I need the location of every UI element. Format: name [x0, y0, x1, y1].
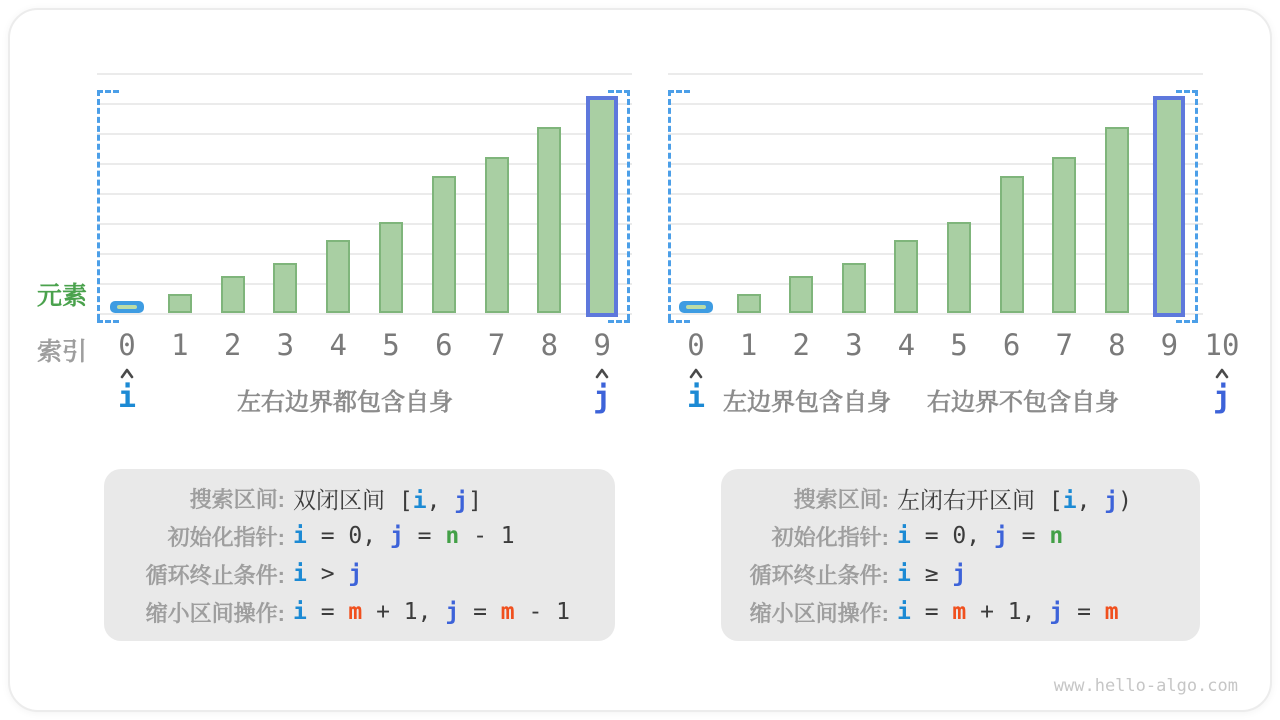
- index-label: 10: [1204, 328, 1240, 362]
- closed-interval-legend-box: [104, 469, 615, 641]
- bar: [168, 294, 192, 313]
- variable-m: m: [348, 599, 363, 625]
- bar: [379, 222, 403, 313]
- variable-m: m: [500, 599, 515, 625]
- bar: [1052, 157, 1076, 313]
- expression-text: ,: [1076, 487, 1105, 514]
- gridline: [97, 313, 632, 315]
- range-corner-segment: [1176, 320, 1198, 323]
- range-left-edge: [97, 90, 100, 320]
- bar: [737, 294, 761, 313]
- gridline: [97, 73, 632, 75]
- legend-row: [104, 479, 615, 517]
- range-corner-segment: [608, 320, 630, 323]
- expression-text: ,: [426, 487, 455, 514]
- bar: [273, 263, 297, 313]
- legend-row: [104, 517, 615, 555]
- expression-text: =: [910, 599, 953, 625]
- bar: [326, 240, 350, 313]
- index-label: 3: [276, 328, 295, 362]
- bar: [485, 157, 509, 313]
- range-right-edge: [1195, 90, 1198, 320]
- variable-n: n: [1049, 523, 1064, 549]
- legend-row-label: 循环终止条件:: [749, 562, 889, 588]
- index-label: 1: [739, 328, 758, 362]
- index-label: 8: [540, 328, 559, 362]
- index-label: 2: [792, 328, 810, 362]
- bar: [1105, 127, 1129, 313]
- index-label: 1: [171, 328, 189, 362]
- closed-interval-chart: [97, 60, 633, 420]
- index-label: 0: [118, 328, 136, 362]
- expression-text: =: [306, 599, 349, 625]
- legend-row: [721, 517, 1200, 555]
- bar: [842, 263, 866, 313]
- index-label: 5: [382, 328, 400, 362]
- range-caption: 右边界不包含自身: [927, 389, 1119, 416]
- variable-j: j: [952, 561, 967, 587]
- half-open-interval-chart: [667, 60, 1247, 420]
- legend-row-value: [897, 482, 1132, 515]
- range-caption: 左边界包含自身: [723, 389, 891, 416]
- variable-j: j: [1104, 487, 1119, 514]
- variable-i: i: [897, 523, 911, 549]
- bar: [432, 176, 456, 313]
- expression-text: 双闭区间 [: [293, 487, 413, 514]
- bar: [894, 240, 918, 313]
- variable-i: i: [1062, 487, 1077, 514]
- watermark: www.hello-algo.com: [1053, 676, 1238, 696]
- legend-row: [721, 555, 1200, 593]
- expression-text: - 1: [459, 523, 515, 549]
- expression-text: =: [1063, 599, 1105, 625]
- legend-row-value: [293, 482, 482, 515]
- legend-row-label: 缩小区间操作:: [749, 600, 889, 626]
- legend-row: [104, 593, 615, 631]
- expression-text: 左闭右开区间 [: [897, 487, 1063, 514]
- index-label: 4: [897, 328, 916, 362]
- half-open-interval-legend-box: [721, 469, 1200, 641]
- range-corner-segment: [97, 90, 119, 93]
- index-label: 0: [687, 328, 705, 362]
- bar: [947, 222, 971, 313]
- expression-text: =: [1007, 523, 1050, 549]
- expression-text: =: [459, 599, 501, 625]
- range-right-edge: [627, 90, 630, 320]
- range-corner-segment: [668, 320, 690, 323]
- gridline: [668, 103, 1203, 105]
- variable-n: n: [445, 523, 460, 549]
- range-corner-segment: [97, 320, 119, 323]
- y-axis-label-elements: 元素: [37, 282, 88, 310]
- expression-text: = 0,: [306, 523, 390, 549]
- index-label: 6: [1002, 328, 1021, 362]
- range-left-edge: [668, 90, 671, 320]
- expression-text: ]: [468, 487, 482, 514]
- variable-j: j: [1049, 599, 1064, 625]
- legend-row-label: 初始化指针:: [771, 524, 889, 550]
- current-element-bar: [679, 301, 713, 313]
- legend-row-value: [293, 561, 362, 587]
- legend-row-value: [897, 523, 1063, 549]
- index-label: 3: [845, 328, 863, 362]
- variable-i: i: [293, 523, 307, 549]
- variable-m: m: [952, 599, 967, 625]
- legend-row-label: 缩小区间操作:: [145, 600, 285, 626]
- current-element-bar: [110, 301, 144, 313]
- expression-text: ): [1118, 487, 1132, 514]
- highlighted-bar: [586, 96, 618, 317]
- legend-row-label: 搜索区间:: [793, 486, 889, 512]
- index-label: 8: [1108, 328, 1126, 362]
- legend-row-label: 循环终止条件:: [145, 562, 285, 588]
- variable-i: i: [293, 561, 307, 587]
- bar: [221, 276, 245, 313]
- gridline: [668, 73, 1203, 75]
- variable-j: j: [445, 599, 460, 625]
- variable-j: j: [454, 487, 469, 514]
- range-corner-segment: [608, 90, 630, 93]
- pointer-i: i: [686, 380, 706, 415]
- legend-row-label: 搜索区间:: [189, 486, 285, 512]
- legend-row: [721, 479, 1200, 517]
- index-label: 7: [1055, 328, 1073, 362]
- variable-j: j: [993, 523, 1008, 549]
- gridline: [668, 313, 1203, 315]
- range-caption: 左右边界都包含自身: [237, 389, 453, 416]
- expression-text: + 1,: [362, 599, 446, 625]
- legend-row: [721, 593, 1200, 631]
- index-label: 7: [487, 328, 506, 362]
- x-axis-label-index: 索引: [37, 338, 88, 366]
- range-corner-segment: [1176, 90, 1198, 93]
- variable-j: j: [348, 561, 363, 587]
- index-label: 6: [435, 328, 453, 362]
- expression-text: - 1: [514, 599, 571, 625]
- variable-i: i: [897, 561, 911, 587]
- legend-row-value: [897, 561, 966, 587]
- expression-text: = 0,: [910, 523, 994, 549]
- index-label: 2: [223, 328, 242, 362]
- legend-row-value: [897, 599, 1119, 625]
- pointer-j: j: [593, 380, 612, 415]
- legend-row-value: [293, 599, 570, 625]
- variable-i: i: [897, 599, 911, 625]
- index-label: 5: [950, 328, 968, 362]
- expression-text: =: [403, 523, 446, 549]
- index-label: 9: [593, 328, 611, 362]
- range-corner-segment: [668, 90, 690, 93]
- pointer-j: j: [1212, 380, 1232, 415]
- index-label: 9: [1160, 328, 1179, 362]
- expression-text: >: [306, 561, 349, 587]
- gridline: [97, 103, 632, 105]
- variable-j: j: [389, 523, 404, 549]
- bar: [1000, 176, 1024, 313]
- legend-row: [104, 555, 615, 593]
- variable-i: i: [293, 599, 307, 625]
- bar: [789, 276, 813, 313]
- pointer-i: i: [117, 380, 137, 415]
- bar: [537, 127, 561, 313]
- legend-row-label: 初始化指针:: [167, 524, 285, 550]
- variable-i: i: [412, 487, 427, 514]
- legend-row-value: [293, 523, 515, 549]
- variable-m: m: [1104, 599, 1119, 625]
- element-stripe: [117, 305, 137, 309]
- element-stripe: [686, 305, 706, 309]
- expression-text: ≥: [910, 561, 953, 587]
- index-label: 4: [329, 328, 347, 362]
- highlighted-bar: [1153, 96, 1185, 317]
- expression-text: + 1,: [966, 599, 1050, 625]
